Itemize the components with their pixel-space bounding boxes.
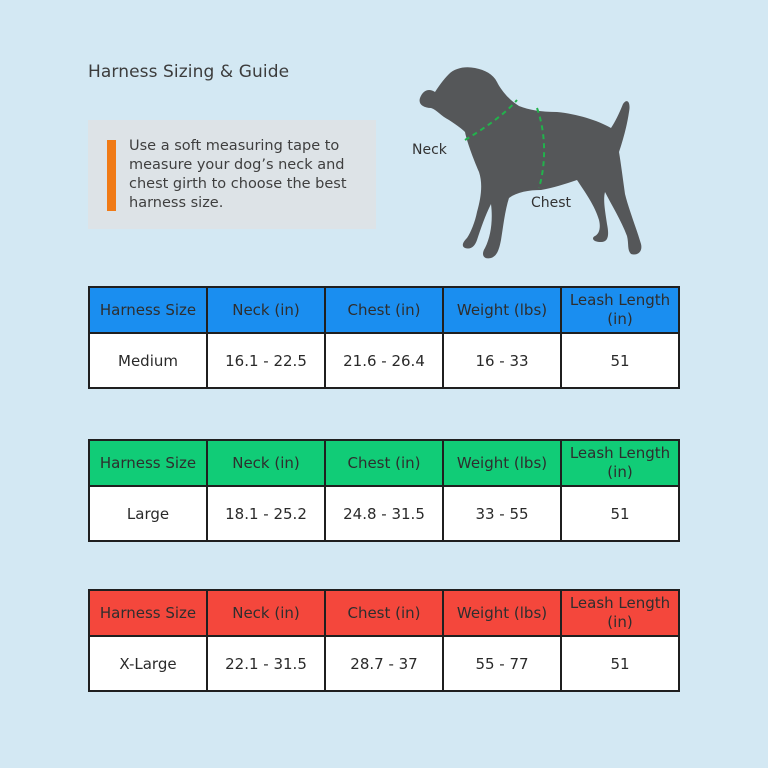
cell-weight: 33 - 55 bbox=[443, 486, 561, 541]
cell-leash: 51 bbox=[561, 636, 679, 691]
cell-size: Medium bbox=[89, 333, 207, 388]
cell-weight: 16 - 33 bbox=[443, 333, 561, 388]
size-table-x-large bbox=[88, 589, 680, 692]
cell-chest: 21.6 - 26.4 bbox=[325, 333, 443, 388]
header-neck: Neck (in) bbox=[207, 287, 325, 333]
cell-chest: 24.8 - 31.5 bbox=[325, 486, 443, 541]
dog-silhouette-icon bbox=[405, 60, 665, 270]
tip-box bbox=[88, 120, 376, 229]
header-leash-length: Leash Length (in) bbox=[561, 287, 679, 333]
cell-size: X-Large bbox=[89, 636, 207, 691]
cell-weight: 55 - 77 bbox=[443, 636, 561, 691]
chest-label: Chest bbox=[531, 195, 572, 211]
table-row bbox=[89, 636, 679, 691]
header-harness-size: Harness Size bbox=[89, 440, 207, 486]
table-header-row bbox=[89, 440, 679, 486]
header-chest: Chest (in) bbox=[325, 590, 443, 636]
cell-leash: 51 bbox=[561, 333, 679, 388]
size-table-medium bbox=[88, 286, 680, 389]
header-harness-size: Harness Size bbox=[89, 287, 207, 333]
header-neck: Neck (in) bbox=[207, 440, 325, 486]
cell-chest: 28.7 - 37 bbox=[325, 636, 443, 691]
table-row bbox=[89, 333, 679, 388]
table-header-row bbox=[89, 590, 679, 636]
dog-illustration bbox=[405, 60, 665, 270]
cell-neck: 18.1 - 25.2 bbox=[207, 486, 325, 541]
tip-accent-bar bbox=[107, 140, 116, 211]
header-leash-length: Leash Length (in) bbox=[561, 440, 679, 486]
size-table-large bbox=[88, 439, 680, 542]
neck-label: Neck bbox=[412, 142, 447, 158]
cell-size: Large bbox=[89, 486, 207, 541]
header-neck: Neck (in) bbox=[207, 590, 325, 636]
table-header-row bbox=[89, 287, 679, 333]
page-title: Harness Sizing & Guide bbox=[88, 62, 290, 82]
header-weight: Weight (lbs) bbox=[443, 287, 561, 333]
table-row bbox=[89, 486, 679, 541]
header-weight: Weight (lbs) bbox=[443, 590, 561, 636]
cell-neck: 22.1 - 31.5 bbox=[207, 636, 325, 691]
header-harness-size: Harness Size bbox=[89, 590, 207, 636]
tip-text: Use a soft measuring tape to measure your dog’s neck and chest girth to choose the best harness size. bbox=[129, 138, 347, 211]
header-chest: Chest (in) bbox=[325, 287, 443, 333]
header-chest: Chest (in) bbox=[325, 440, 443, 486]
header-leash-length: Leash Length (in) bbox=[561, 590, 679, 636]
cell-neck: 16.1 - 22.5 bbox=[207, 333, 325, 388]
header-weight: Weight (lbs) bbox=[443, 440, 561, 486]
cell-leash: 51 bbox=[561, 486, 679, 541]
